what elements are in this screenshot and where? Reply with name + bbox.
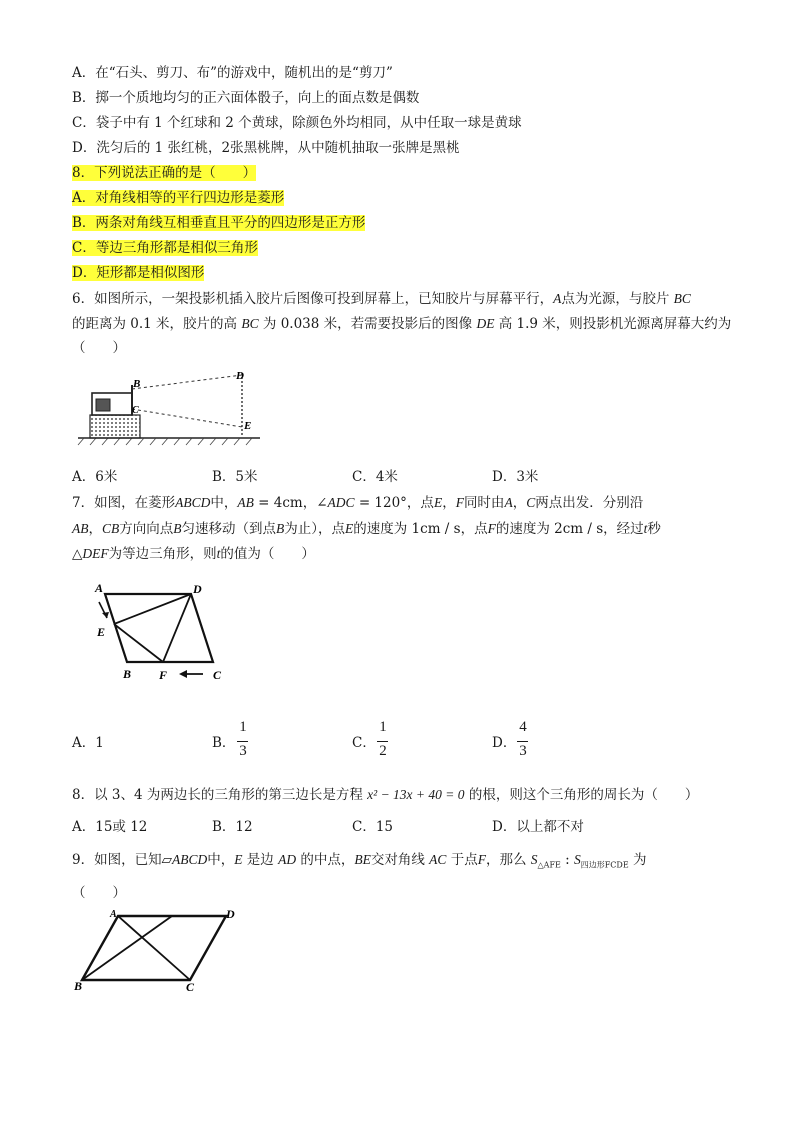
q7-option-c: C． bbox=[352, 735, 376, 751]
q7-rhombus-figure bbox=[85, 580, 240, 690]
projector-stand bbox=[90, 415, 140, 438]
svg-text:C: C bbox=[213, 668, 222, 682]
svg-text:E: E bbox=[97, 625, 106, 639]
q6-option-d: D．3米 bbox=[492, 469, 539, 485]
q6-stem-line2: 的距离为 0.1 米，胶片的高 BC 为 0.038 米，若需要投影后的图像 DE 高 1.9 米，则投影机光源离屏幕大约为 bbox=[72, 316, 732, 332]
q5-option-c: C．袋子中有 1 个红球和 2 个黄球，除颜色外均相同，从中任取一球是黄球 bbox=[72, 115, 522, 131]
svg-text:B: B bbox=[74, 979, 83, 993]
segment-be bbox=[82, 916, 172, 980]
q8h-option-b: B．两条对角线互相垂直且平分的四边形是正方形 bbox=[72, 215, 366, 231]
q8-option-b: B．12 bbox=[212, 819, 253, 835]
q8h-option-c: C．等边三角形都是相似三角形 bbox=[72, 240, 258, 256]
q8-option-d: D．以上都不对 bbox=[492, 819, 584, 835]
q8-equation: x² − 13x + 40 = 0 bbox=[367, 787, 465, 802]
q7-stem-line2: AB，CB方向向点B匀速移动（到点B为止），点E的速度为 1cm / s，点F的速度为 2cm / s，经过t秒 bbox=[72, 521, 661, 537]
q8h-option-a: A．对角线相等的平行四边形是菱形 bbox=[72, 190, 285, 206]
svg-text:D: D bbox=[226, 908, 235, 921]
svg-text:B: B bbox=[133, 378, 141, 390]
diagonal-ac bbox=[118, 916, 190, 980]
q9-stem-line2: （ ） bbox=[72, 885, 126, 901]
q6-option-c: C．4米 bbox=[352, 469, 398, 485]
q8h-option-d: D．矩形都是相似图形 bbox=[72, 265, 205, 281]
svg-text:C: C bbox=[186, 980, 195, 994]
q7-option-d: D． bbox=[492, 735, 517, 751]
q6-projector-figure bbox=[74, 365, 264, 447]
q7-stem-line3: △DEF为等边三角形，则t的值为（ ） bbox=[72, 546, 315, 562]
q7-option-b: B． bbox=[212, 735, 236, 751]
q8-stem: 8．以 3、4 为两边长的三角形的第三边长是方程 x² − 13x + 40 = 0 的根，则这个三角形的周长为（ ） bbox=[72, 787, 699, 803]
svg-text:A: A bbox=[95, 581, 104, 595]
q6-option-a: A．6米 bbox=[72, 469, 118, 485]
q7-option-a: A．1 bbox=[72, 735, 104, 751]
q6-stem-line3: （ ） bbox=[72, 340, 126, 356]
q6-option-b: B．5米 bbox=[212, 469, 258, 485]
svg-text:F: F bbox=[159, 668, 168, 682]
svg-text:B: B bbox=[123, 667, 132, 681]
svg-text:C: C bbox=[132, 405, 139, 416]
q5-option-d: D．洗匀后的 1 张红桃，2张黑桃牌，从中随机抽取一张牌是黑桃 bbox=[72, 140, 460, 156]
q8-option-c: C．15 bbox=[352, 819, 394, 835]
q9-stem-line1: 9．如图，已知▱ABCD中，E 是边 AD 的中点，BE交对角线 AC 于点F，那么 $S_{\triangle AFE}$ : $S_{四边形FCDE}$ 为 bbox=[72, 852, 647, 870]
q8h-stem: 8．下列说法正确的是（ ） bbox=[72, 165, 257, 181]
q9-parallelogram-figure bbox=[72, 908, 242, 998]
svg-text:A: A bbox=[110, 909, 117, 920]
svg-text:E: E bbox=[244, 420, 252, 432]
q8-option-a: A．15或 12 bbox=[72, 819, 148, 835]
q6-stem-line1: 6．如图所示，一架投影机插入胶片后图像可投到屏幕上，已知胶片与屏幕平行，A点为光源，与胶片 BC bbox=[72, 291, 691, 307]
svg-text:D: D bbox=[236, 370, 244, 382]
q7-stem-line1: 7．如图，在菱形ABCD中，AB = 4cm，∠ADC = 120°，点E，F同时由A，C两点出发．分别沿 bbox=[72, 495, 644, 511]
rhombus-abcd bbox=[105, 594, 213, 662]
q5-option-b: B．掷一个质地均匀的正六面体骰子，向上的面点数是偶数 bbox=[72, 90, 420, 106]
q5-option-a: A．在“石头、剪刀、布”的游戏中，随机出的是“剪刀” bbox=[72, 65, 393, 81]
svg-text:D: D bbox=[193, 582, 202, 596]
